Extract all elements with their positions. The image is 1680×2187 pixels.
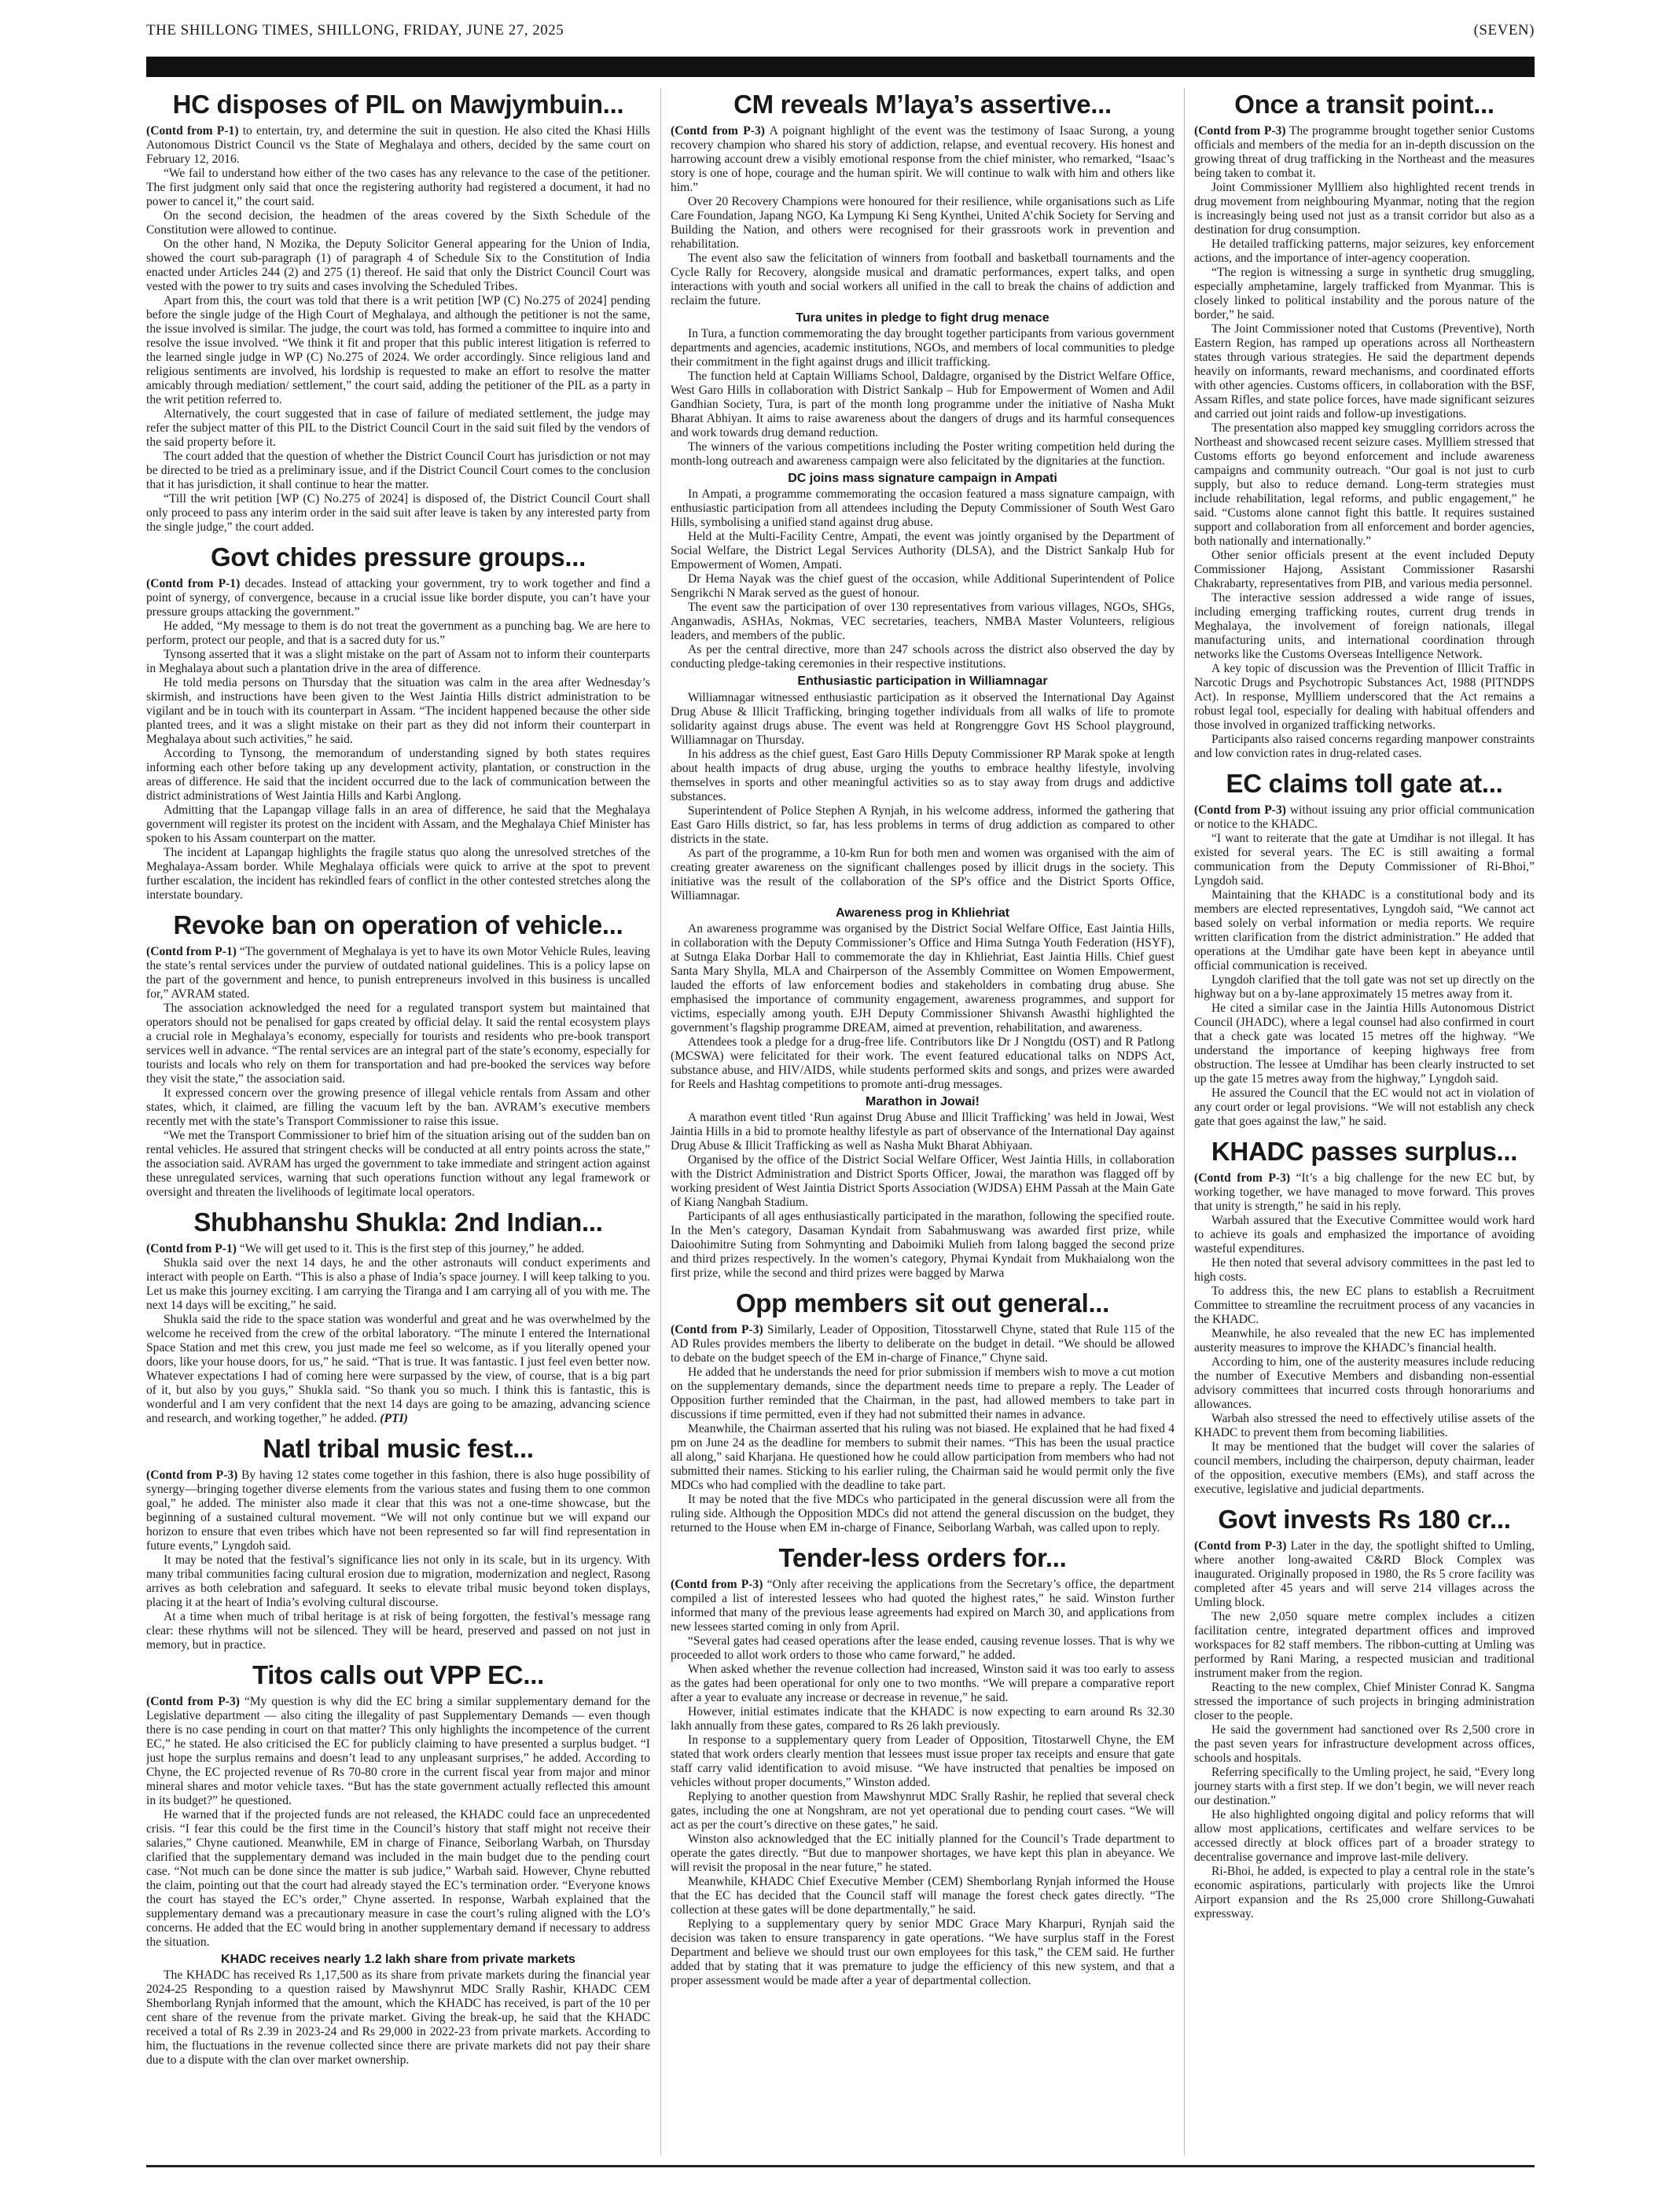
contd-tag: (Contd from P-1) xyxy=(146,576,241,590)
contd-tag: (Contd from P-3) xyxy=(1194,803,1286,817)
article-khadc-surplus xyxy=(1194,1137,1535,1497)
lead-paragraph: (Contd from P-1) decades. Instead of attacking your government, try to work together and find a point of synergy, of convergence, because in a crucial issue like border dispute, you can’t have your pressure groups attacking the government.” xyxy=(146,576,650,619)
paragraph: The event also saw the felicitation of winners from football and basketball tournaments and the Cycle Rally for Recovery, alongside musical and dramatic performances, expert talks, and open interactions with youth and social workers all unified in the call to break the chains of addiction and reclaim the future. xyxy=(671,251,1175,307)
headline: EC claims toll gate at... xyxy=(1226,768,1503,798)
paragraph: The presentation also mapped key smuggling corridors across the Northeast and showcased recent seizure cases. Myllliem stressed that Customs efforts go beyond enforcement and include awareness campaigns and community outreach. “Our goal is not just to curb supply, but also to reduce demand. Long-term strategies must include rehabilitation, legal reforms, and public engagement,” he said. “Customs alone cannot fight this battle. It requires sustained support and collaboration from all enforcement and border agencies, both nationally and internationally.” xyxy=(1194,421,1535,548)
headline: CM reveals M’laya’s assertive... xyxy=(733,90,1112,119)
paragraph: Williamnagar witnessed enthusiastic participation as it observed the International Day Against Drug Abuse & Illicit Trafficking, bringing together individuals from all walks of life to promote solidarity against drugs abuse. The event was held at Rongrenggre Govt HS School playground, Williamnagar on Thursday. xyxy=(671,690,1175,747)
paragraph: It may be noted that the festival’s significance lies not only in its scale, but in its urgency. With many tribal communities facing cultural erosion due to migration, modernization and neglect, Rasong arrives as both celebration and safeguard. It seeks to elevate tribal music beyond token displays, placing it at the heart of India’s evolving cultural discourse. xyxy=(146,1553,650,1609)
paragraph: “We fail to understand how either of the two cases has any relevance to the case of the petitioner. The first judgment only said that once the registering authority had registered a document, it had no power to cancel it,” the court said. xyxy=(146,166,650,208)
subheading: DC joins mass signature campaign in Ampati xyxy=(788,472,1057,486)
paragraph: Meanwhile, KHADC Chief Executive Member (CEM) Shemborlang Rynjah informed the House that the EC has decided that the Council staff will manage the forest check gates directly. “The collection at these gates will be done departmentally,” he said. xyxy=(671,1874,1175,1917)
lead-paragraph: (Contd from P-3) The programme brought together senior Customs officials and members of the media for an in-depth discussion on the growing threat of drug trafficking in the Northeast and the measures being taken to combat it. xyxy=(1194,123,1535,180)
paragraph: The court added that the question of whether the District Council Court has jurisdiction or not may be directed to be tried as a preliminary issue, and if the District Council Court comes to the conclusion that it has jurisdiction, it shall continue to hear the matter. xyxy=(146,449,650,491)
article-govt-invests xyxy=(1194,1505,1535,1921)
column-divider xyxy=(1184,88,1185,2156)
paragraph: “Till the writ petition [WP (C) No.275 of 2024] is disposed of, the District Council Court shall only proceed to pass any interim order in the said suit after leave is taken by any interested party from the single judge,” the court added. xyxy=(146,491,650,534)
paragraph: He added that he understands the need for prior submission if members wish to move a cut motion on the supplementary demands, since the department needs time to prepare a reply. The Leader of Opposition further reminded that the Chairman, in the past, had allowed members to take part in discussions if time permitted, even if they had not submitted their names in advance. xyxy=(671,1365,1175,1421)
paragraph: Other senior officials present at the event included Deputy Commissioner Hajong, Assistant Commissioner Rasarshi Chakrabarty, representatives from PIB, and various media personnel. xyxy=(1194,548,1535,590)
subheading: Marathon in Jowai! xyxy=(866,1094,980,1108)
column-divider xyxy=(660,88,661,2156)
paragraph: It may be noted that the five MDCs who participated in the general discussion were all from the ruling side. Although the Opposition MDCs did not attend the general discussion on the budget, they returned to the House when EM in-charge of Finance, Seiborlang Warbah, was called upon to reply. xyxy=(671,1492,1175,1535)
paragraph: Meanwhile, the Chairman asserted that his ruling was not biased. He explained that he had fixed 4 pm on June 24 as the deadline for members to submit their names. “This has been the usual practice all along,” said Kharjana. He questioned how he could allow participation from members who had not submitted their names. Sticking to his earlier ruling, the Chairman said he would permit only the five MDCs who had complied with the deadline to take part. xyxy=(671,1421,1175,1492)
contd-tag: (Contd from P-3) xyxy=(671,123,765,138)
paragraph: “Several gates had ceased operations after the lease ended, causing revenue losses. That is why we proceeded to allot work orders to those who came forward,” he added. xyxy=(671,1634,1175,1662)
paragraph: As part of the programme, a 10-km Run for both men and women was organised with the aim of creating greater awareness on the significant challenges posed by illicit drugs in the society. This initiative was the result of the collaboration of the SP's office and the District Sports Office, Williamnagar. xyxy=(671,846,1175,902)
paragraph: He cited a similar case in the Jaintia Hills Autonomous District Council (JHADC), where a legal counsel had also confirmed in court that a check gate was located 15 metres off the highway. “We understand the importance of keeping highways free from obstruction. The lessee at Umdihar has been clearly instructed to set up the gate 15 metres away from the highway,” Lyngdoh said. xyxy=(1194,1001,1535,1086)
headline: Once a transit point... xyxy=(1234,90,1494,119)
paragraph: Apart from this, the court was told that there is a writ petition [WP (C) No.275 of 2024] pending before the single judge of the High Court of Meghalaya, and although the petitioner is not the same, the issue involved is similar. The judge, the court was told, has formed a committee to inquire into and resolve the issue involved. “We think it fit and proper that this public interest litigation is referred to the learned single judge in WP (C) No.275 of 2024. We order accordingly. Since religious land and religious sentiments are involved, his lordship is requested to make an effort to resolve the matter amicably through mediation/ settlement,” the court said, adding the petitioner of the PIL as a party in the writ petition referred to. xyxy=(146,293,650,406)
headline: HC disposes of PIL on Mawjymbuin... xyxy=(172,90,624,119)
paragraph: He added, “My message to them is do not treat the government as a punching bag. We are here to perform, protect our people, and that is a sacred duty for us.” xyxy=(146,619,650,647)
contd-tag: (Contd from P-1) xyxy=(146,944,237,958)
paragraph: Referring specifically to the Umling project, he said, “Every long journey starts with a first step. If we don’t begin, we will never reach our destination.” xyxy=(1194,1765,1535,1807)
paragraph: Shukla said the ride to the space station was wonderful and great and he was overwhelmed by the welcome he received from the crew of the orbital laboratory. “The minute I entered the International Space Station and met this crew, you just made me feel so welcome, as if you literally opened your doors, like your house doors, for us,” he said. “That is true. It was fantastic. I just feel even better now. Whatever expectations I had of coming here were surpassed by the view, of course, that is a big part of it, but also by you guys,” Shukla said. “So thank you so much. I think this is fantastic, this is wonderful and I am very confident that the next 14 days are going to be amazing, advancing science and research, and working together,” he added. (PTI) xyxy=(146,1312,650,1425)
paragraph: The association acknowledged the need for a regulated transport system but maintained that operators should not be penalised for gaps created by official delay. It said the rental ecosystem plays a crucial role in Meghalaya’s economy, especially for tourists and residents who pre-book transport services well in advance. “The rental services are an integral part of the state’s economy, especially for tourists and locals who rely on them for transportation and had pre-booked the services way before they visit the state,” the association said. xyxy=(146,1001,650,1086)
lead-paragraph: (Contd from P-3) without issuing any prior official communication or notice to the KHADC. xyxy=(1194,803,1535,831)
paragraph: As per the central directive, more than 247 schools across the district also observed the day by conducting pledge-taking ceremonies in their respective institutions. xyxy=(671,643,1175,671)
article-cm-reveals xyxy=(671,90,1175,1281)
article-revoke-ban xyxy=(146,910,650,1200)
paragraph: Ri-Bhoi, he added, is expected to play a central role in the state’s economic aspirations, particularly with projects like the Umroi Airport expansion and the Rs 25,000 crore Shillong-Guwahati expressway. xyxy=(1194,1864,1535,1921)
contd-tag: (Contd from P-3) xyxy=(671,1322,763,1336)
paragraph: The event saw the participation of over 130 representatives from various villages, NGOs, SHGs, Anganwadis, ASHAs, Nokmas, VEC secretaries, teachers, NMBA Master Volunteers, religious leaders, and members of the public. xyxy=(671,601,1175,643)
lead-paragraph: (Contd from P-1) “We will get used to it. This is the first step of this journey,” he added. xyxy=(146,1241,585,1255)
paragraph: “We met the Transport Commissioner to brief him of the situation arising out of the sudden ban on rental vehicles. He assured that stringent checks will be conducted at all entry points across the state,” the association said. AVRAM has urged the government to take immediate and stringent action against these unregulated services, warning that such operations function without any legal framework or oversight and threaten the livelihoods of legitimate local operators. xyxy=(146,1128,650,1199)
contd-tag: (Contd from P-3) xyxy=(146,1694,240,1708)
footer-rule xyxy=(146,2165,1535,2167)
paragraph: On the second decision, the headmen of the areas covered by the Sixth Schedule of the Constitution were allowed to continue. xyxy=(146,208,650,237)
headline: Natl tribal music fest... xyxy=(263,1433,534,1463)
paragraph: Dr Hema Nayak was the chief guest of the occasion, while Additional Superintendent of Police Sengrikchi N Marak served as the guest of honour. xyxy=(671,572,1175,601)
paragraph: The interactive session addressed a wide range of issues, including emerging trafficking routes, current drug trends in Meghalaya, the involvement of foreign nationals, illegal manufacturing units, and international coordination through networks like the Customs Overseas Intelligence Network. xyxy=(1194,590,1535,661)
article-shukla xyxy=(146,1207,650,1426)
paragraph: Meanwhile, he also revealed that the new EC has implemented austerity measures to improve the KHADC’s financial health. xyxy=(1194,1326,1535,1354)
paragraph: It expressed concern over the growing presence of illegal vehicle rentals from Assam and other states, which, it claimed, are filling the vacuum left by the ban. AVRAM’s executive members recently met with the state’s Transport Commissioner to raise this issue. xyxy=(146,1086,650,1128)
paragraph: In his address as the chief guest, East Garo Hills Deputy Commissioner RP Marak spoke at length about health impacts of drug abuse, urging the youths to embrace healthy lifestyle, involving themselves in sports and other meaningful activities so as to stay away from drugs and addictive substances. xyxy=(671,747,1175,803)
headline: Govt chides pressure groups... xyxy=(211,542,586,572)
paragraph: On the other hand, N Mozika, the Deputy Solicitor General appearing for the Union of India, showed the court sub-paragraph (1) of paragraph 4 of Schedule Six to the Constitution of India enacted under Articles 244 (2) and 275 (1) thereof. He said that only the District Council Court was vested with the power to try suits and cases involving the Scheduled Tribes. xyxy=(146,237,650,293)
paragraph: Maintaining that the KHADC is a constitutional body and its members are elected representatives, Lyngdoh said, “We cannot act based solely on verbal information or media reports. We require written clarification from the district administration.” He added that operations at the Umdihar gate have been kept in abeyance until official communication is received. xyxy=(1194,888,1535,972)
headline: Shubhanshu Shukla: 2nd Indian... xyxy=(193,1207,603,1237)
paragraph: He warned that if the projected funds are not released, the KHADC could face an unprecedented crisis. “I fear this could be the first time in the Council’s history that staff might not receive their salaries,” Chyne cautioned. Meanwhile, EM in charge of Finance, Seiborlang Warbah, on Thursday clarified that the supplementary demand was included in the main budget due to the pending court case. “Not much can be done since the matter is sub judice,” Warbah said. However, Chyne rebutted the claim, pointing out that the court had already stayed the EC’s termination order. “Everyone knows the court has stayed the EC’s order,” Chyne asserted. In response, Warbah explained that the supplementary demand was a precautionary measure in case the court’s ruling aligned with the LO’s concerns. He added that the EC would bring in another supplementary demand if necessary to address the situation. xyxy=(146,1807,650,1949)
lead-paragraph: (Contd from P-3) Similarly, Leader of Opposition, Titosstarwell Chyne, stated that Rule 115 of the AD Rules provides members the liberty to deliberate on the budget in detail. “We should be allowed to debate on the budget speech of the EM in-charge of Finance,” Chyne said. xyxy=(671,1322,1175,1365)
paragraph: The new 2,050 square metre complex includes a citizen facilitation centre, integrated department offices and improved workspaces for 82 staff members. The ribbon-cutting at Umling was performed by Rani Maring, a respected musician and traditional instrument maker from the region. xyxy=(1194,1609,1535,1680)
paragraph: Shukla said over the next 14 days, he and the other astronauts will conduct experiments and interact with people on Earth. “This is also a phase of India’s space journey. I will keep talking to you. Let us make this journey exciting. I am carrying the Tiranga and I am carrying all of you with me. The next 14 days will be exciting,” he said. xyxy=(146,1255,650,1312)
paragraph: It may be mentioned that the budget will cover the salaries of council members, including the chairperson, deputy chairman, leader of the opposition, executive members (EMs), and staff across the executive, legislative and judicial departments. xyxy=(1194,1439,1535,1496)
paragraph: Held at the Multi-Facility Centre, Ampati, the event was jointly organised by the Department of Social Welfare, the District Legal Services Authority (DLSA), and the District Sankalp Hub for Empowerment of Women, Ampati. xyxy=(671,530,1175,572)
paragraph: Warbah also stressed the need to effectively utilise assets of the KHADC to prevent them from becoming liabilities. xyxy=(1194,1411,1535,1439)
paragraph: Participants also raised concerns regarding manpower constraints and low conviction rates in drug-related cases. xyxy=(1194,732,1535,760)
header-rule-bar xyxy=(146,57,1535,77)
paragraph: He detailed trafficking patterns, major seizures, key enforcement actions, and the importance of inter-agency cooperation. xyxy=(1194,237,1535,265)
paragraph: Tynsong asserted that it was a slight mistake on the part of Assam not to inform their counterparts in Meghalaya about such a plantation drive in the area of difference. xyxy=(146,647,650,675)
column-middle xyxy=(671,88,1175,2156)
paragraph: A marathon event titled ‘Run against Drug Abuse and Illicit Trafficking’ was held in Jowai, West Jaintia Hills in a bid to promote healthy lifestyle as part of observance of the International Day against Drug Abuse & Illicit Trafficking as well as Nasha Mukt Bharat Abhiyaan. xyxy=(671,1110,1175,1152)
paragraph: At a time when much of tribal heritage is at risk of being forgotten, the festival’s message rang clear: these rhythms will not be silenced. They will be heard, preserved and passed on not just in memory, but in practice. xyxy=(146,1609,650,1652)
paragraph: The incident at Lapangap highlights the fragile status quo along the unresolved stretches of the Meghalaya-Assam border. While Meghalaya officials were quick to arrive at the spot to prevent further escalation, the incident has rekindled fears of conflict in the other contested stretches along the interstate boundary. xyxy=(146,845,650,902)
paragraph: Warbah assured that the Executive Committee would work hard to achieve its goals and emphasized the importance of avoiding wasteful expenditures. xyxy=(1194,1213,1535,1255)
paragraph: A key topic of discussion was the Prevention of Illicit Traffic in Narcotic Drugs and Psychotropic Substances Act, 1988 (PITNDPS Act). In response, Myllliem underscored that the Act remains a robust legal tool, especially for dealing with habitual offenders and those involved in organized trafficking networks. xyxy=(1194,661,1535,732)
paragraph: He told media persons on Thursday that the situation was calm in the area after Wednesday’s skirmish, and instructions have been given to the West Jaintia Hills district administration to be vigilant and be in touch with its counterpart in Assam. “The incident happened because the other side planted trees, and it was a slight mistake on their part as they did not inform their counterpart in Meghalaya about such activities,” he said. xyxy=(146,675,650,746)
paragraph: The function held at Captain Williams School, Daldagre, organised by the District Welfare Office, West Garo Hills in collaboration with District Sankalp – Hub for Empowerment of Women and Adil Gandhian Society, Tura, is part of the month long programme under the initiative of Nasha Mukt Bharat Abhiyan. It aims to raise awareness about the dangers of drugs and its harmful consequences and work towards drug demand reduction. xyxy=(671,369,1175,440)
headline: Titos calls out VPP EC... xyxy=(252,1660,544,1689)
article-tender-less xyxy=(671,1543,1175,1988)
column-right xyxy=(1194,88,1535,2156)
headline: Govt invests Rs 180 cr... xyxy=(1218,1504,1511,1534)
paragraph: In Ampati, a programme commemorating the occasion featured a mass signature campaign, with enthusiastic participation from all attendees including the Deputy Commissioner of South West Garo Hills, symbolising a unified stand against drug abuse. xyxy=(671,487,1175,530)
article-govt-chides xyxy=(146,542,650,902)
contd-tag: (Contd from P-3) xyxy=(146,1468,238,1482)
paragraph: When asked whether the revenue collection had increased, Winston said it was too early to assess as the gates had been operational for only one to two months. “We will prepare a comparative report after a year to evaluate any increase or decrease in revenue,” he said. xyxy=(671,1662,1175,1704)
paragraph: Joint Commissioner Myllliem also highlighted recent trends in drug movement from neighbouring Myanmar, noting that the region is increasingly being used not just as a transit corridor but also as a destination for drug consumption. xyxy=(1194,180,1535,237)
lead-paragraph: (Contd from P-3) Later in the day, the spotlight shifted to Umling, where another long-awaited C&RD Block Complex was inaugurated. Originally proposed in 1980, the Rs 5 crore facility was completed after 45 years and will serve 214 villages across the Umling block. xyxy=(1194,1538,1535,1609)
paragraph: Over 20 Recovery Champions were honoured for their resilience, while organisations such as Life Care Foundation, Japang NGO, Ka Lympung Ki Seng Kynthei, United A’chik Society for Serving and Building the Nation, and others were recognised for their grassroots work in prevention and rehabilitation. xyxy=(671,194,1175,251)
contd-tag: (Contd from P-3) xyxy=(1194,1538,1287,1553)
paragraph: He also highlighted ongoing digital and policy reforms that will allow most applications, certificates and welfare services to be accessed directly at block offices part of a broader strategy to decentralise governance and improve last-mile delivery. xyxy=(1194,1807,1535,1864)
lead-paragraph: (Contd from P-1) to entertain, try, and determine the suit in question. He also cited the Khasi Hills Autonomous District Council vs the State of Meghalaya and others, decided by the same court on February 12, 2016. xyxy=(146,123,650,166)
paragraph: According to him, one of the austerity measures include reducing the number of Executive Members and disbanding non-essential advisory committees that incurred costs through honorariums and allowances. xyxy=(1194,1354,1535,1411)
paragraph: The KHADC has received Rs 1,17,500 as its share from private markets during the financial year 2024-25 Responding to a question raised by Mawshynrut MDC Srally Rashir, KHADC CEM Shemborlang Rynjah informed that the amount, which the KHADC has received, is part of the 10 per cent share of the revenue from the private market. Giving the break-up, he said that the KHADC received a total of Rs 2.39 in 2023-24 and Rs 29,000 in 2022-23 from private markets. According to him, the fluctuations in the revenue collected since there are private markets did not pay their share due to a dispute with the clan over market ownership. xyxy=(146,1968,650,2067)
paragraph: According to Tynsong, the memorandum of understanding signed by both states requires informing each other before taking up any development activity, plantation, or construction in the areas of difference. He said that the incident occurred due to the lack of communication between the district administrations of West Jaintia Hills and Karbi Anglong. xyxy=(146,746,650,803)
lead-paragraph: (Contd from P-3) By having 12 states come together in this fashion, there is also huge possibility of synergy—bringing together diverse elements from the various states and fusing them to one common goal,” he added. The minister also made it clear that this was not a one-time showcase, but the beginning of a sustained cultural movement. “We will not only continue but we will expand our horizon to ensure that even tribes which have not been represented so far will find representation in future events,” Lyngdoh said. xyxy=(146,1468,650,1553)
article-titos xyxy=(146,1660,650,2068)
paragraph: In Tura, a function commemorating the day brought together participants from various government departments and agencies, academic institutions, NGOs, and members of local communities to pledge their commitment in the fight against drugs and illicit trafficking. xyxy=(671,327,1175,369)
paragraph: To address this, the new EC plans to establish a Recruitment Committee to streamline the recruitment process of any vacancies in the KHADC. xyxy=(1194,1284,1535,1326)
paragraph: The winners of the various competitions including the Poster writing competition held during the month-long outreach and awareness campaign were also felicitated by the dignitaries at the function. xyxy=(671,440,1175,469)
page-header xyxy=(146,22,1535,42)
subheading: Awareness prog in Khliehriat xyxy=(835,906,1010,920)
lead-paragraph: (Contd from P-3) “Only after receiving the applications from the Secretary’s office, the department compiled a list of interested lessees who had quoted the highest rates,” he said. Winston further informed that many of the previous lease agreements had expired on March 30, and applications from new lessees started coming in only from April. xyxy=(671,1577,1175,1634)
article-ec-toll xyxy=(1194,769,1535,1129)
paragraph: Replying to another question from Mawshynrut MDC Srally Rashir, he replied that several check gates, including the one at Nongshram, are not yet operational due to pending court cases. “We will act as per the court’s directive on these gates,” he said. xyxy=(671,1789,1175,1832)
headline: KHADC passes surplus... xyxy=(1211,1136,1518,1166)
paragraph: Participants of all ages enthusiastically participated in the marathon, following the specified route. In the Men’s category, Dasaman Kyndait from Sabahmuswang was awarded first prize, while Daioohimitre Suting from Sohmynting and Daboimiki Mulieh from Ialong bagged the second prize and third prizes respectively. In the women’s category, Phymai Kyndait from Mukhaialong won the first prize, while the second and third prizes were bagged by Marwa xyxy=(671,1209,1175,1280)
agency-credit: (PTI) xyxy=(380,1411,408,1425)
paragraph: He assured the Council that the EC would not act in violation of any court order or legal provisions. “We will not establish any check gate that goes against the law,” he said. xyxy=(1194,1086,1535,1128)
subheading: KHADC receives nearly 1.2 lakh share from private markets xyxy=(221,1952,575,1966)
lead-paragraph: (Contd from P-3) “It’s a big challenge for the new EC but, by working together, we have managed to move forward. This proves that unity is strength,” he said in his reply. xyxy=(1194,1171,1535,1213)
paragraph: In response to a supplementary query from Leader of Opposition, Titostarwell Chyne, the EM stated that work orders clearly mention that lessees must issue proper tax receipts and ensure that gate staff carry valid identification to avoid misuse. “We have instructed that penalties be imposed on vehicles without proper documents,” Winston added. xyxy=(671,1733,1175,1789)
subheading: Tura unites in pledge to fight drug menace xyxy=(796,311,1050,325)
paragraph: Admitting that the Lapangap village falls in an area of difference, he said that the Meghalaya government will register its protest on the incident with Assam, and the Meghalaya Chief Minister has spoken to his Assam counterpart on the matter. xyxy=(146,803,650,845)
contd-tag: (Contd from P-1) xyxy=(146,1241,237,1255)
contd-tag: (Contd from P-3) xyxy=(671,1577,763,1591)
column-left xyxy=(146,88,650,2156)
article-natl-tribal xyxy=(146,1434,650,1652)
article-transit-point xyxy=(1194,90,1535,761)
paragraph: “I want to reiterate that the gate at Umdihar is not illegal. It has existed for several years. The EC is still awaiting a formal communication from the Deputy Commissioner of Ri-Bhoi,” Lyngdoh said. xyxy=(1194,831,1535,888)
paragraph: “The region is witnessing a surge in synthetic drug smuggling, especially amphetamine, largely trafficked from Myanmar. This is closely linked to political instability and the porous nature of the border,” he said. xyxy=(1194,265,1535,322)
subheading: Enthusiastic participation in Williamnagar xyxy=(797,674,1048,689)
lead-paragraph: (Contd from P-1) “The government of Meghalaya is yet to have its own Motor Vehicle Rules, leaving the state’s rental services under the purview of outdated national guidelines. This is a policy lapse on the part of the government and hence, to punish entrepreneurs involved in this business is uncalled for,” AVRAM stated. xyxy=(146,944,650,1001)
paragraph: Attendees took a pledge for a drug-free life. Contributors like Dr J Nongtdu (OST) and R Patlong (MCSWA) were felicitated for their work. The event featured educational talks on NDPS Act, substance abuse, and HIV/AIDS, while students performed skits and songs, and prizes were awarded for Reels and Hashtag competitions to promote anti-drug messages. xyxy=(671,1035,1175,1091)
paragraph: Superintendent of Police Stephen A Rynjah, in his welcome address, informed the gathering that East Garo Hills district, so far, has less problems in terms of drug addiction as compared to other districts in the state. xyxy=(671,803,1175,846)
contd-tag: (Contd from P-3) xyxy=(1194,123,1286,138)
article-hc-pil xyxy=(146,90,650,535)
lead-paragraph: (Contd from P-3) A poignant highlight of the event was the testimony of Isaac Surong, a young recovery champion who shared his story of addiction, relapse, and eventual recovery. His honest and harrowing account drew a visibly emotional response from the chief minister, who remarked, “Isaac’s story is one of hope, courage and the human spirit. We will continue to walk with him and others like him.” xyxy=(671,123,1175,194)
folio-line: THE SHILLONG TIMES, SHILLONG, FRIDAY, JUNE 27, 2025 xyxy=(146,22,564,39)
paragraph: However, initial estimates indicate that the KHADC is now expecting to earn around Rs 32.30 lakh annually from these gates, compared to Rs 26 lakh previously. xyxy=(671,1704,1175,1733)
paragraph: He said the government had sanctioned over Rs 2,500 crore in the past seven years for infrastructure development across offices, schools and hospitals. xyxy=(1194,1722,1535,1765)
headline: Tender-less orders for... xyxy=(778,1542,1067,1572)
paragraph: Alternatively, the court suggested that in case of failure of mediated settlement, the judge may refer the subject matter of this PIL to the District Council Court in the said suit filed by the vendors of the said property before it. xyxy=(146,406,650,449)
article-opp-members xyxy=(671,1288,1175,1535)
paragraph: Replying to a supplementary query by senior MDC Grace Mary Kharpuri, Rynjah said the decision was taken to ensure transparency in gate operations. “We have surplus staff in the Forest Department and believe we should trust our own employees for this task,” the CEM said. He further added that by stating that it was premature to judge the efficiency of this new system, and that a proper assessment would be made after a year of departmental collection. xyxy=(671,1917,1175,1987)
lead-paragraph: (Contd from P-3) “My question is why did the EC bring a similar supplementary demand for the Legislative department — also citing the illegality of past Supplementary Demands — even though there is no case pending in court on that matter? This only highlights the incompetence of the current EC,” he stated. He also criticised the EC for publicly claiming to have presented a surplus budget. “I just hope the surplus remains and doesn’t lead to any unpleasant surprises,” he added. According to Chyne, the EC projected revenue of Rs 70-80 crore in the current fiscal year from major and minor mineral shares and motor vehicle taxes. “But has the state government actually reflected this amount in its budget?” he questioned. xyxy=(146,1694,650,1807)
headline: Opp members sit out general... xyxy=(735,1288,1110,1318)
contd-tag: (Contd from P-3) xyxy=(1194,1171,1291,1185)
paragraph: Organised by the office of the District Social Welfare Officer, West Jaintia Hills, in collaboration with the District Administration and District Sports Officer, Jowai, the marathon was flagged off by working president of West Jaintia District Sports Association (WJDSA) EHM Passah at the Main Gate of Kiang Nangbah Stadium. xyxy=(671,1152,1175,1209)
page-number: (SEVEN) xyxy=(1473,22,1535,39)
headline: Revoke ban on operation of vehicle... xyxy=(173,910,623,939)
paragraph: Reacting to the new complex, Chief Minister Conrad K. Sangma stressed the importance of such projects in bringing administration closer to the people. xyxy=(1194,1680,1535,1722)
contd-tag: (Contd from P-1) xyxy=(146,123,239,138)
paragraph: An awareness programme was organised by the District Social Welfare Office, East Jaintia Hills, in collaboration with the Deputy Commissioner’s Office and Hima Sutnga Youth Federation (HSYF), at Sutnga Elaka Dorbar Hall to commemorate the day in Khliehriat, East Jaintia Hills. Chief guest Santa Mary Shylla, MLA and Chairperson of the Assembly Committee on Women Empowerment, lauded the efforts of law enforcement bodies and stakeholders in combating drug abuse. She emphasised the importance of community engagement, awareness programmes, and support for victims, especially among youth. EJH Deputy Commissioner Shivansh Awasthi highlighted the government’s flagship programme DREAM, aimed at prevention, rehabilitation, and awareness. xyxy=(671,921,1175,1035)
paragraph: The Joint Commissioner noted that Customs (Preventive), North Eastern Region, has ramped up operations across all Northeastern states through various strategies. He said the department depends heavily on informants, reward mechanisms, and coordinated efforts with other agencies. Customs officers, in collaboration with the BSF, Assam Rifles, and state police forces, have made significant seizures and carried out joint raids and follow-up investigations. xyxy=(1194,322,1535,421)
paragraph: Lyngdoh clarified that the toll gate was not set up directly on the highway but on a by-lane approximately 15 metres away from it. xyxy=(1194,972,1535,1001)
paragraph: Winston also acknowledged that the EC initially planned for the Council’s Trade department to operate the gates directly. “But due to manpower shortages, we have kept this plan in abeyance. We will revisit the proposal in the near future,” he stated. xyxy=(671,1832,1175,1874)
paragraph: He then noted that several advisory committees in the past led to high costs. xyxy=(1194,1255,1535,1284)
